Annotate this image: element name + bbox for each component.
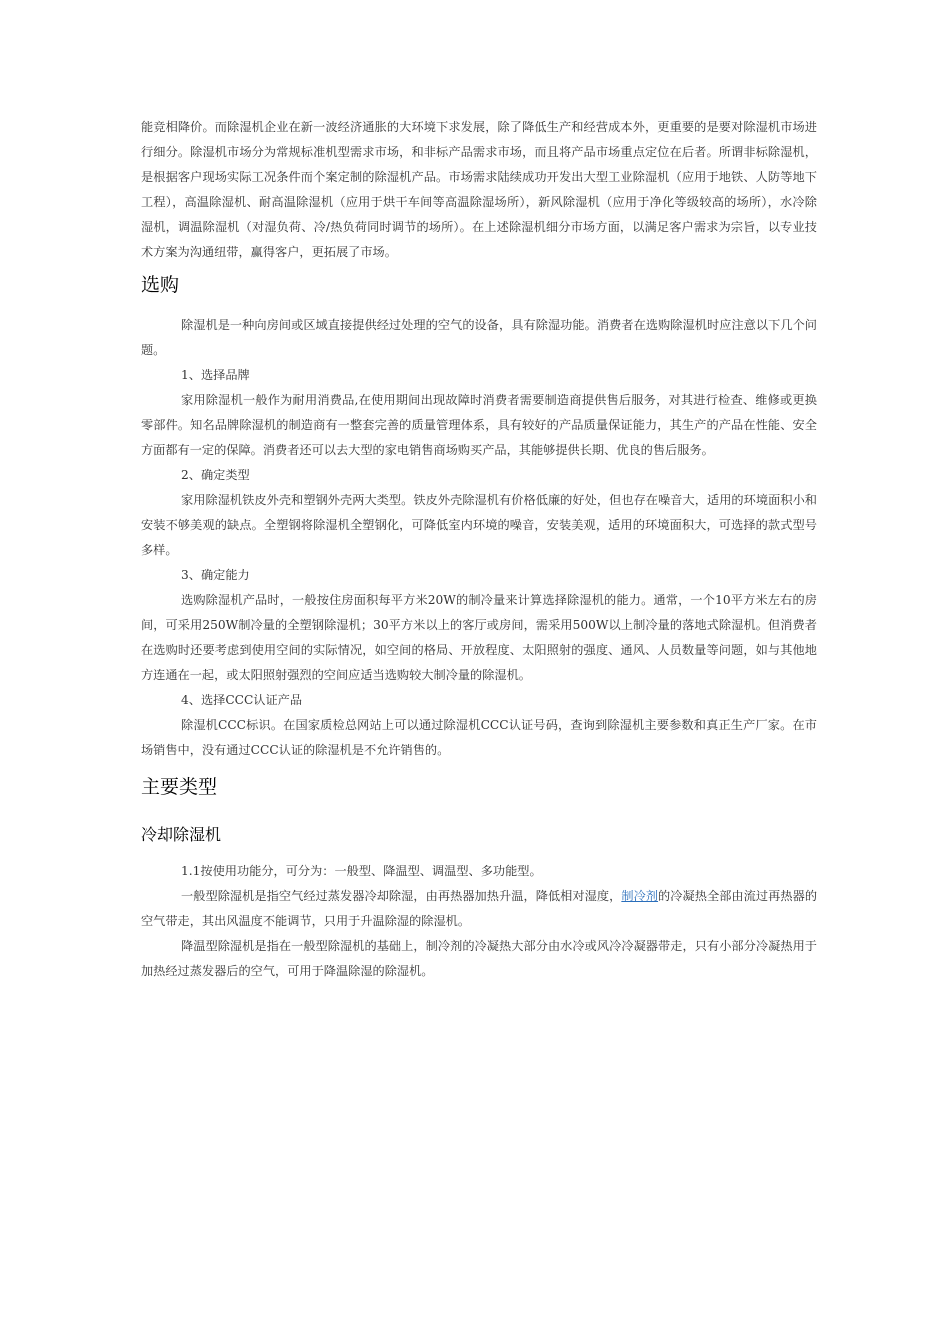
document-page xyxy=(141,115,817,984)
subsection-heading-cooling-dehumidifier: 冷却除湿机 xyxy=(141,825,222,844)
purchase-item-2-title: 2、确定类型 xyxy=(181,468,250,482)
purchase-item-3-body: 选购除湿机产品时，一般按住房面积每平方米20W的制冷量来计算选择除湿机的能力。通常，一个10平方米左右的房间，可采用250W制冷量的全塑钢除湿机；30平方米以上的客厅或房间，需采用500W以上制冷量的落地式除湿机。但消费者在选购时还要考虑到使用空间的实际情况，如空间的格局、开放程度、太阳照射的强度、通风、人员数量等问题，如与其他地方连通在一起，或太阳照射强烈的空间应适当选购较大制冷量的除湿机。 xyxy=(141,593,817,682)
purchase-item-4-body: 除湿机CCC标识。在国家质检总网站上可以通过除湿机CCC认证号码，查询到除湿机主要参数和真正生产厂家。在市场销售中，没有通过CCC认证的除湿机是不允许销售的。 xyxy=(141,718,817,757)
types-cooling-paragraph: 降温型除湿机是指在一般型除湿机的基础上，制冷剂的冷凝热大部分由水冷或风冷冷凝器带走，只有小部分冷凝热用于加热经过蒸发器后的空气，可用于降温除湿的除湿机。 xyxy=(141,939,817,978)
general-text-after: 的冷凝热全部由流过再热器的空气带走，其出风温度不能调节，只用于升温除湿的除湿机。 xyxy=(141,889,818,928)
section-heading-purchase: 选购 xyxy=(141,274,180,296)
types-classification: 1.1按使用功能分，可分为：一般型、降温型、调温型、多功能型。 xyxy=(181,864,542,878)
purchase-item-2-body: 家用除湿机铁皮外壳和塑钢外壳两大类型。铁皮外壳除湿机有价格低廉的好处，但也存在噪音大，适用的环境面积小和安装不够美观的缺点。全塑钢将除湿机全塑钢化，可降低室内环境的噪音，安装美观，适用的环境面积大，可选择的款式型号多样。 xyxy=(141,493,817,557)
refrigerant-link[interactable]: 制冷剂 xyxy=(621,889,659,903)
purchase-item-4-title: 4、选择CCC认证产品 xyxy=(181,693,303,707)
intro-paragraph: 能竞相降价。而除湿机企业在新一波经济通胀的大环境下求发展，除了降低生产和经营成本外，更重要的是要对除湿机市场进行细分。除湿机市场分为常规标准机型需求市场，和非标产品需求市场，而且将产品市场重点定位在后者。所谓非标除湿机，是根据客户现场实际工况条件而个案定制的除湿机产品。市场需求陆续成功开发出大型工业除湿机（应用于地铁、人防等地下工程），高温除湿机、耐高温除湿机（应用于烘干车间等高温除湿场所），新风除湿机（应用于净化等级较高的场所），水冷除湿机，调温除湿机（对湿负荷、冷/热负荷同时调节的场所）。在上述除湿机细分市场方面，以满足客户需求为宗旨，以专业技术方案为沟通纽带，赢得客户，更拓展了市场。 xyxy=(141,120,817,259)
section-heading-types: 主要类型 xyxy=(141,776,218,798)
general-text-before: 一般型除湿机是指空气经过蒸发器冷却除湿，由再热器加热升温，降低相对湿度， xyxy=(181,889,622,903)
types-general-paragraph xyxy=(141,884,817,934)
purchase-item-1-body: 家用除湿机一般作为耐用消费品,在使用期间出现故障时消费者需要制造商提供售后服务，对其进行检查、维修或更换零部件。知名品牌除湿机的制造商有一整套完善的质量管理体系，具有较好的产品质量保证能力，其生产的产品在性能、安全方面都有一定的保障。消费者还可以去大型的家电销售商场购买产品，其能够提供长期、优良的售后服务。 xyxy=(141,393,817,457)
purchase-intro-paragraph: 除湿机是一种向房间或区域直接提供经过处理的空气的设备，具有除湿功能。消费者在选购除湿机时应注意以下几个问题。 xyxy=(141,318,817,357)
purchase-item-1-title: 1、选择品牌 xyxy=(181,368,250,382)
purchase-item-3-title: 3、确定能力 xyxy=(181,568,250,582)
